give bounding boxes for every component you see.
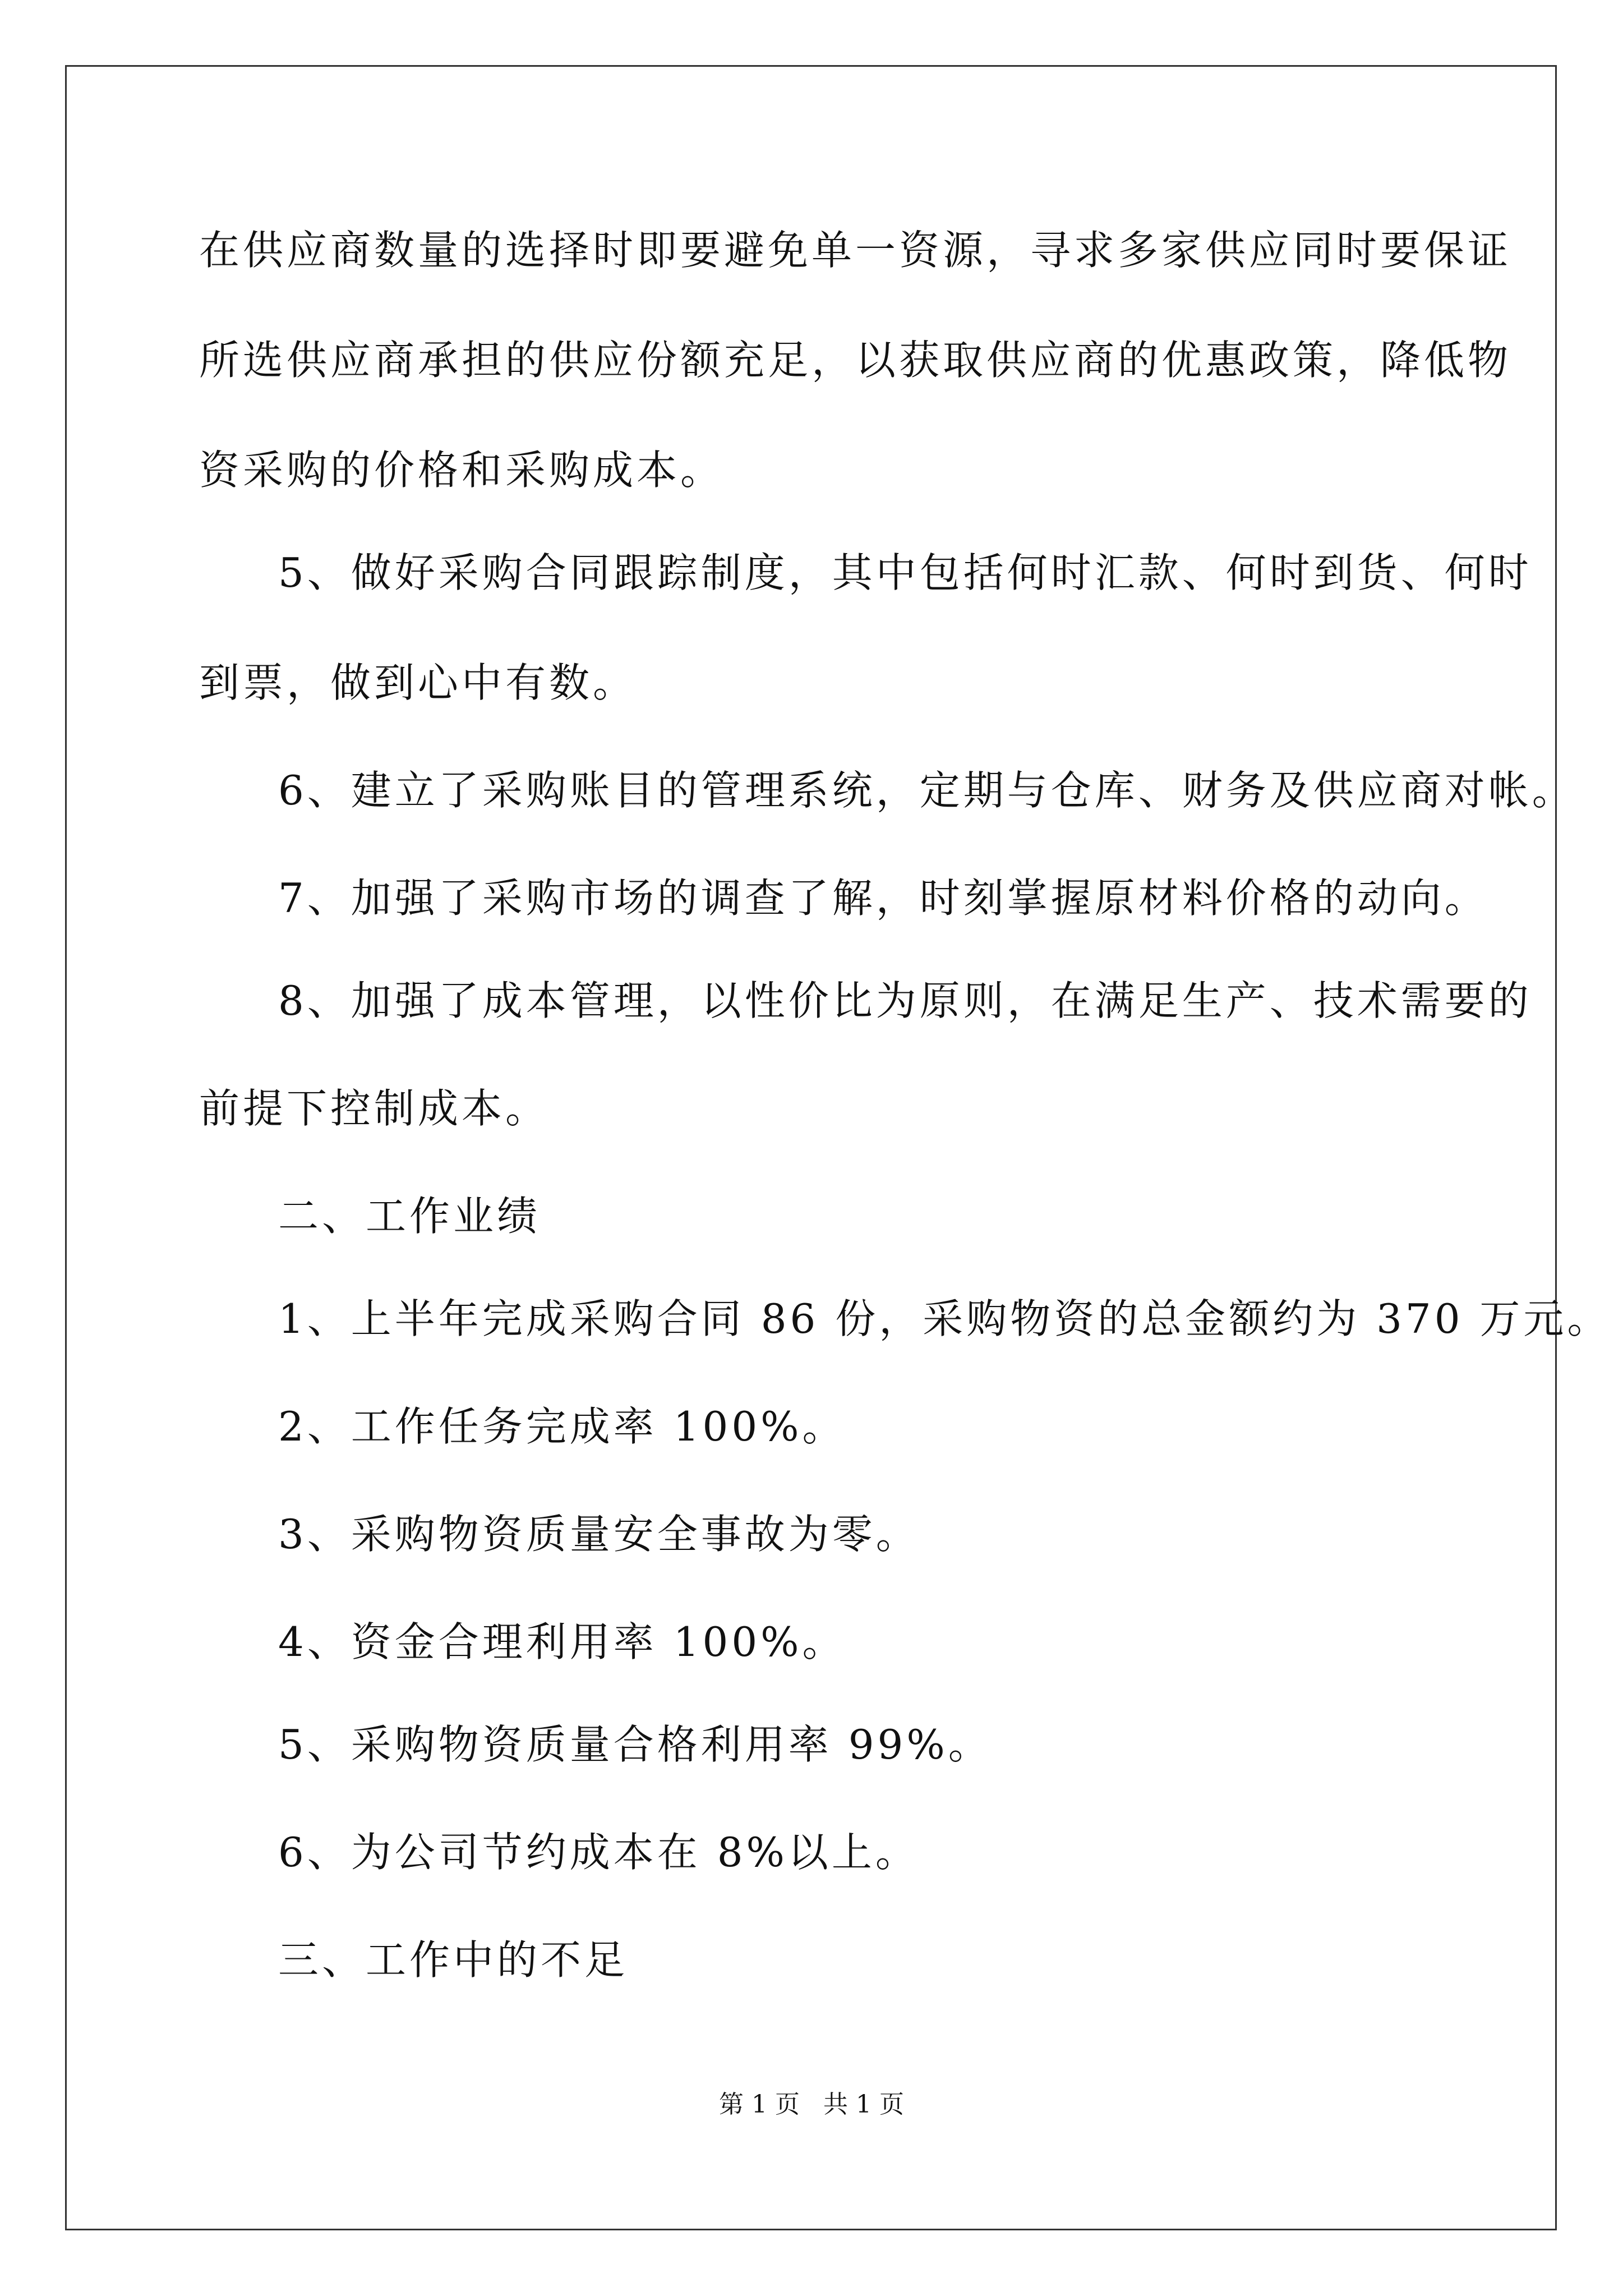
section-heading: 三、工作中的不足 bbox=[278, 1936, 629, 1984]
list-item: 3、采购物资质量安全事故为零。 bbox=[278, 1511, 920, 1558]
list-item: 4、资金合理利用率 100%。 bbox=[278, 1618, 846, 1665]
list-item: 2、工作任务完成率 100%。 bbox=[278, 1403, 846, 1450]
list-item: 6、建立了采购账目的管理系统，定期与仓库、财务及供应商对帐。 bbox=[278, 767, 1576, 814]
body-text-line: 资采购的价格和采购成本。 bbox=[199, 447, 725, 494]
list-item: 5、做好采购合同跟踪制度，其中包括何时汇款、何时到货、何时 bbox=[278, 549, 1532, 596]
page-border bbox=[65, 65, 1557, 2230]
list-item: 7、加强了采购市场的调查了解，时刻掌握原材料价格的动向。 bbox=[278, 875, 1488, 922]
body-text-line: 在供应商数量的选择时即要避免单一资源，寻求多家供应同时要保证 bbox=[199, 227, 1512, 274]
section-heading: 二、工作业绩 bbox=[278, 1193, 541, 1240]
list-item: 1、上半年完成采购合同 86 份，采购物资的总金额约为 370 万元。 bbox=[278, 1295, 1611, 1342]
list-item: 6、为公司节约成本在 8%以上。 bbox=[278, 1829, 919, 1876]
page-footer: 第 1 页 共 1 页 bbox=[719, 2090, 904, 2119]
body-text-line: 所选供应商承担的供应份额充足，以获取供应商的优惠政策，降低物 bbox=[199, 337, 1512, 384]
list-item: 5、采购物资质量合格利用率 99%。 bbox=[278, 1721, 992, 1768]
body-text-line: 前提下控制成本。 bbox=[199, 1085, 550, 1132]
body-text-line: 到票，做到心中有数。 bbox=[199, 659, 637, 706]
list-item: 8、加强了成本管理，以性价比为原则，在满足生产、技术需要的 bbox=[278, 977, 1532, 1024]
